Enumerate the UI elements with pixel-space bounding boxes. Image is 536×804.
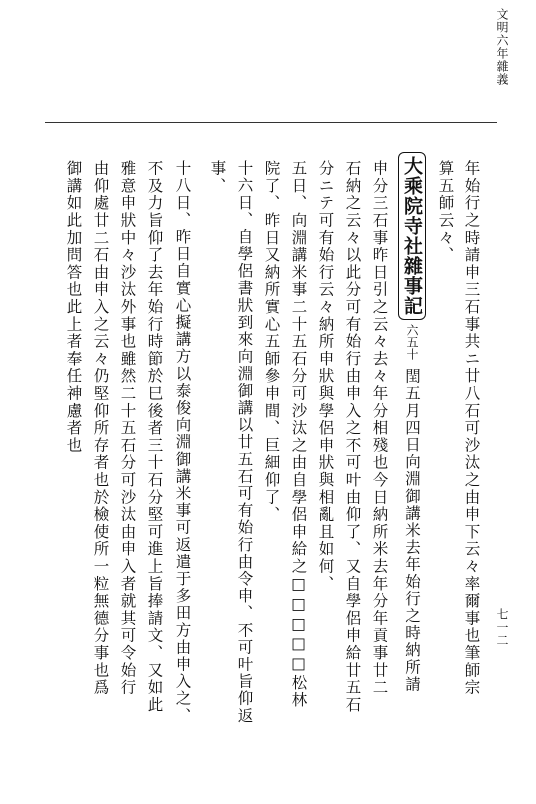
text-column: 十八日、昨日自實心擬講方以泰俊向淵御講米事可返遣于多田方由申入之、 [173, 160, 192, 725]
text-column: 不及力旨仰了去年始行時節於巳後者三十石分堅可進上旨捧請文、又如此 [145, 160, 164, 714]
text-column: 分ニテ可有始行云々納所申狀與學侶申狀與相亂且如何、 [316, 160, 335, 593]
heading-continuation: 閏五月四日向淵御講米去年始行之時納所請 [403, 368, 421, 693]
running-title: 文明六年雜義 [495, 8, 509, 86]
text-column: 院了、昨日又納所實心五師參申間、巨細仰了、 [262, 160, 281, 524]
text-column: 申分三石事昨日引之云々去々年分相殘也今日納所米去年分年貢事廿二 [370, 160, 389, 697]
text-column: 事、 [208, 160, 227, 195]
text-column: 御講如此加問答也此上者奉任神慮者也 [64, 160, 83, 455]
text-column: 十六日、自學侶書狀到來向淵御講以廿五石可有始行由令申、不可叶旨仰返 [235, 160, 254, 725]
page-number: 七一二 [495, 608, 509, 647]
heading-column [402, 152, 421, 788]
text-column: 年始行之時請申三石事共ニ廿八石可沙汰之由申下云々率爾事也筆師宗 [462, 160, 481, 697]
header-rule [45, 122, 497, 123]
text-column: 雅意申狀中々沙汰外事也雖然二十五石分可沙汰由申入者就其可令始行 [118, 160, 137, 697]
section-heading: 大乘院寺社雜事記 [398, 152, 426, 320]
text-column: 算五師云々、 [436, 160, 455, 264]
text-column: 由仰處廿二石由申入之云々仍堅仰所存者也於檢使所一粒無德分事也爲 [91, 160, 110, 697]
text-column: 石納之云々以此分可有始行由申入之不可叶由仰了、又自學侶申給廿五石 [343, 160, 362, 714]
section-number: 六五十 [405, 324, 419, 360]
text-column: 五日、向淵講米事二十五石分可沙汰之由自學侶申給之□□□□□松林 [289, 160, 308, 709]
